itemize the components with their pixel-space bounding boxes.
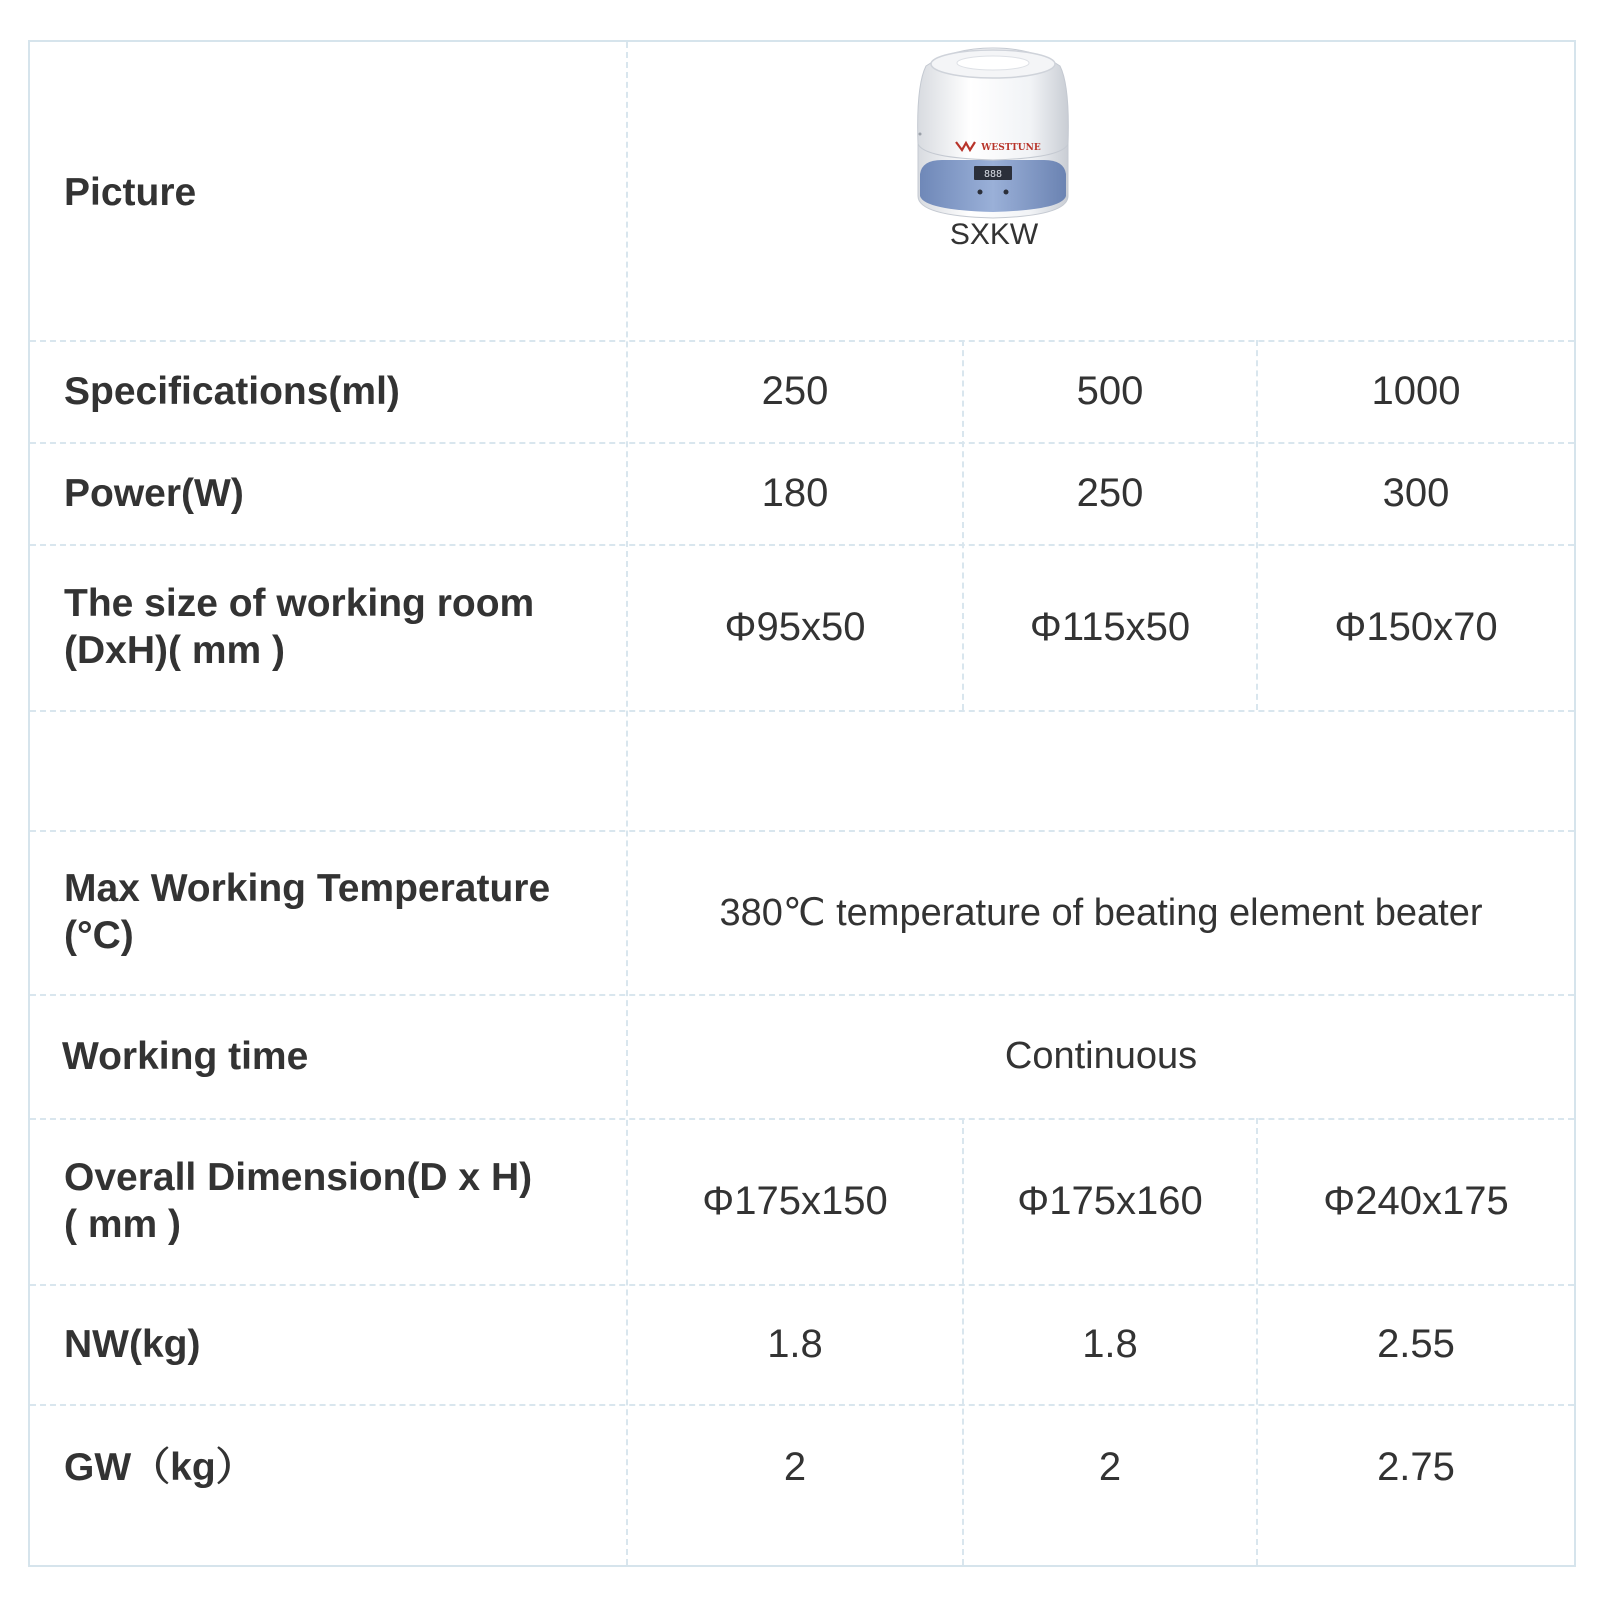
cell-gw-500: 2 (1098, 1444, 1122, 1489)
row-label-text: Overall Dimension(D x H) (64, 1156, 533, 1199)
row-label-text: Specifications(ml) (64, 369, 400, 413)
row-label-max-temp (64, 830, 624, 994)
cell-power-500: 250 (1076, 470, 1144, 515)
row-label-text: The size of working room (64, 582, 535, 625)
cell-room-250: Φ95x50 (724, 604, 866, 649)
knob-icon (978, 190, 983, 195)
row-label-gw (64, 1404, 624, 1530)
cell-working-time: Continuous (1004, 1034, 1198, 1077)
heating-mantle-image (912, 46, 1074, 246)
row-label-working-time (62, 994, 622, 1118)
row-label-text: Working time (62, 1034, 309, 1078)
row-label-overall-dimension (64, 1118, 624, 1284)
row-divider (30, 710, 1574, 712)
row-label-text: Max Working Temperature (64, 867, 551, 910)
row-label-text: Picture (64, 170, 197, 214)
cell-max-temp: 380℃ temperature of beating element beater (719, 891, 1483, 934)
row-label-working-room (64, 544, 624, 710)
cell-room-500: Φ115x50 (1029, 604, 1191, 649)
cell-spec-500: 500 (1076, 368, 1144, 413)
cell-gw-1000: 2.75 (1377, 1444, 1455, 1489)
cell-spec-250: 250 (761, 368, 829, 413)
cell-overall-500: Φ175x160 (1017, 1178, 1203, 1223)
svg-text:WESTTUNE: WESTTUNE (981, 143, 1041, 153)
svg-text:888: 888 (983, 169, 1003, 180)
product-model-caption: SXKW (949, 218, 1039, 251)
row-label-nw (64, 1284, 624, 1404)
row-label-text: GW（kg） (64, 1445, 255, 1489)
row-label-specifications (64, 340, 624, 442)
cell-room-1000: Φ150x70 (1334, 604, 1498, 649)
cell-spec-1000: 1000 (1371, 368, 1461, 413)
row-label-text: Power(W) (64, 471, 244, 515)
spec-table (28, 40, 1576, 1567)
row-label-text: (°C) (64, 914, 134, 957)
cell-overall-250: Φ175x150 (702, 1178, 888, 1223)
row-label-text: (DxH)( mm ) (64, 629, 285, 672)
row-label-text: ( mm ) (64, 1203, 181, 1246)
cell-power-1000: 300 (1382, 470, 1450, 515)
cell-overall-1000: Φ240x175 (1323, 1178, 1509, 1223)
row-label-picture (64, 162, 624, 222)
row-label-power (64, 442, 624, 544)
cell-power-250: 180 (761, 470, 829, 515)
cell-nw-500: 1.8 (1082, 1321, 1138, 1366)
knob-icon (1004, 190, 1009, 195)
cell-nw-1000: 2.55 (1377, 1321, 1455, 1366)
row-label-text: NW(kg) (64, 1322, 201, 1366)
cell-gw-250: 2 (783, 1444, 807, 1489)
cell-nw-250: 1.8 (767, 1321, 823, 1366)
